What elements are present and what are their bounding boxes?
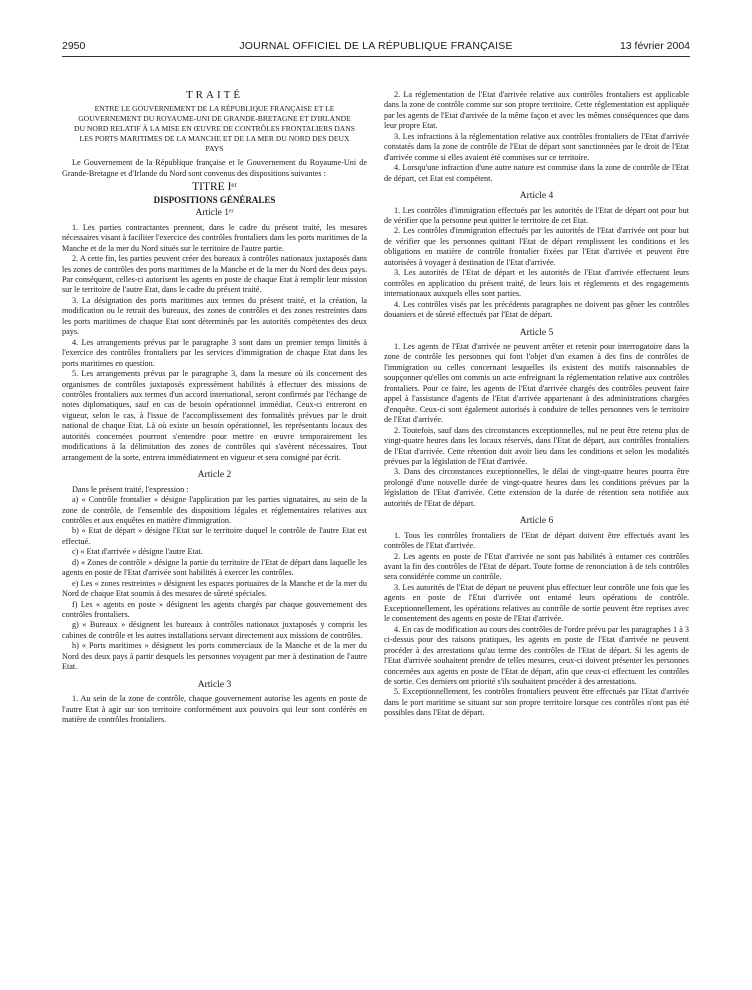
paragraph: 3. Les autorités de l'Etat de départ ne peuvent plus effectuer leur contrôle une fois que les agents en poste de l'Etat d'arrivée ont entamé leurs opérations de contrôle. Exceptionnellement, les opérations relatives au contrôle de sortie peuvent être reprises avec le consentement des agents en poste de l'Etat d'arrivée. [384, 582, 689, 624]
header-rule [62, 56, 690, 57]
definition: g) « Bureaux » désignent les bureaux à contrôles nationaux juxtaposés y compris les cabines de contrôle et les autres installations servant directement aux missions de contrôles. [62, 620, 367, 640]
paragraph: 4. Lorsqu'une infraction d'une autre nature est commise dans la zone de contrôle de l'Etat de départ, cet Etat est compétent. [384, 163, 689, 183]
dispositions-heading: DISPOSITIONS GÉNÉRALES [153, 194, 276, 205]
definition: a) « Contrôle frontalier » désigne l'application par les parties signataires, au sein de la zone de contrôle, de l'ensemble des dispositions légales et réglementaires relatives aux contrôles et aux enquêtes en matière d'immigration. [62, 495, 367, 525]
paragraph: 2. Les agents en poste de l'Etat d'arrivée ne sont pas habilités à entamer ces contrôles avant la fin des contrôles de l'Etat de départ. Toute forme de renonciation à de tels contrôles sera considérée comme un contrôle. [384, 551, 689, 582]
page-header [62, 40, 690, 56]
paragraph: 1. Au sein de la zone de contrôle, chaque gouvernement autorise les agents en poste de l'autre Etat à agir sur son territoire conformément aux pouvoirs qui leur sont conférés en matière de contrôles frontaliers. [62, 694, 367, 725]
article-2-heading: Article 2 [197, 470, 232, 481]
definition: d) « Zones de contrôle » désigne la partie du territoire de l'Etat de départ dans laquelle les agents en poste de l'Etat d'arrivée sont habilités à exercer les contrôles. [62, 557, 367, 578]
journal-title: JOURNAL OFFICIEL DE LA RÉPUBLIQUE FRANÇAISE [239, 40, 513, 52]
paragraph: 5. Les arrangements prévus par le paragraphe 3, dans la mesure où ils concernent des organismes de contrôles juxtaposés expressément habilités à effectuer des missions de contrôles frontaliers aux termes d'un accord international, seront confirmés par l'échange de notes diplomatiques, sauf en cas de besoin opérationnel immédiat. Ceux-ci entreront en vigueur, selon le cas, à l'issue de l'accomplissement des formalités prévues par le droit national de chaque Etat. Là où existe un besoin opérationnel, les représentants locaux des autorités concernées pourront s'entendre pour mettre en œuvre temporairement les modifications à la délimitation des zones de contrôles qui s'avèrent nécessaires. Tout arrangement de la sorte, entrera immédiatement en vigueur et sera consigné par écrit. [62, 369, 367, 462]
treaty-heading: TRAITÉ [185, 89, 244, 101]
definition: f) Les « agents en poste » désignent les agents chargés par chaque gouvernement des contrôles frontaliers. [62, 599, 367, 620]
paragraph: 1. Tous les contrôles frontaliers de l'Etat de départ doivent être effectués avant les contrôles de l'Etat d'arrivée. [384, 530, 689, 551]
paragraph: 4. Les contrôles visés par les précédents paragraphes ne doivent pas gêner les contrôles douaniers et de sûreté effectués par l'Etat de départ. [384, 299, 689, 320]
definition: e) Les « zones restreintes » désignent les espaces portuaires de la Manche et de la mer du Nord de chaque Etat soumis à des mesures de sûreté spéciales. [62, 578, 367, 599]
paragraph: 2. La réglementation de l'Etat d'arrivée relative aux contrôles frontaliers est applicable dans la zone de contrôle comme sur son propre territoire. Cette réglementation est appliquée par les agents de l'Etat d'arrivée de la même façon et avec les mêmes conséquences que dans leur propre Etat. [384, 90, 689, 131]
page-number: 2950 [62, 40, 86, 52]
paragraph: 3. Dans des circonstances exceptionnelles, le délai de vingt-quatre heures pourra être prolongé d'une nouvelle durée de vingt-quatre heures dans les conditions prévues par la législation de l'Etat d'arrivée. Cette extension de la durée de rétention sera notifiée aux autorités de l'Etat de départ. [384, 467, 689, 508]
paragraph: 1. Les agents de l'Etat d'arrivée ne peuvent arrêter et retenir pour interrogatoire dans la zone de contrôle les personnes qui font l'objet d'un examen à des fins de contrôles de l'immigration ou celles concernant lesquelles ils existent des motifs raisonnables de soupçonner qu'elles ont commis un acte enfreignant la réglementation relative aux contrôles frontaliers. Pour ce faire, les agents de l'Etat d'arrivée chargés des contrôles peuvent faire appel à l'assistance d'agents de l'Etat d'arrivée appartenant à des administrations chargées d'enquête. Ceux-ci sont également autorisés à conduire de telles personnes vers le territoire de l'Etat d'arrivée. [384, 341, 689, 425]
publication-date: 13 février 2004 [619, 40, 690, 52]
paragraph: 1. Les parties contractantes prennent, dans le cadre du présent traité, les mesures nécessaires visant à faciliter l'exercice des contrôles frontaliers dans les ports maritimes de la Manche et de la mer du Nord situés sur le territoire de l'autre partie. [62, 222, 367, 253]
paragraph: 2. Les contrôles d'immigration effectués par les autorités de l'Etat d'arrivée ont pour but de vérifier que les personnes quittant l'Etat de départ remplissent les conditions et les obligations en matière de contrôle frontalier fixées par l'Etat d'arrivée et peuvent être autorisées à voyager à destination de l'Etat d'arrivée. [384, 226, 689, 267]
paragraph: 4. Les arrangements prévus par le paragraphe 3 sont dans un premier temps limités à l'exercice des contrôles frontaliers par les services d'immigration de chaque Etat dans les ports maritimes en question. [62, 337, 367, 368]
paragraph: 4. En cas de modification au cours des contrôles de l'ordre prévu par les paragraphes 1 à 3 ci-dessus pour des raisons pratiques, les agents en poste de l'Etat d'arrivée ne peuvent procéder à des arrestations qu'au terme des contrôles de l'Etat de départ. Si les agents de l'Etat d'arrivée souhaitent prendre de telles mesures, ceux-ci doivent présenter les personnes concernées aux agents en poste de l'Etat de départ, afin que ceux-ci effectuent les contrôles de sortie. Ces derniers ont priorité s'ils souhaitent procéder à des arrestations. [384, 624, 689, 687]
article-3-heading: Article 3 [197, 679, 232, 690]
paragraph: 3. Les infractions à la réglementation relative aux contrôles frontaliers de l'Etat d'arrivée constatés dans la zone de contrôle de l'Etat de départ sont sanctionnées par le droit de l'Etat d'arrivée comme si elles avaient été commises sur ce territoire. [384, 131, 689, 162]
treaty-parties: ENTRE LE GOUVERNEMENT DE LA RÉPUBLIQUE FRANÇAISE ET LE GOUVERNEMENT DU ROYAUME-UNI DE GRANDE-BRETAGNE ET D'IRLANDE DU NORD RELATIF À LA MISE EN ŒUVRE DE CONTRÔLES FRONTALIERS DANS LES PORTS MARITIMES DE LA MANCHE ET DE LA MER DU NORD DES DEUX PAYS [73, 104, 355, 154]
article-1-heading: Article 1ᵉʳ [195, 208, 234, 219]
titre-heading: TITRE Iᵉʳ [192, 181, 237, 194]
paragraph: 3. La désignation des ports maritimes aux termes du présent traité, et la création, la modification ou le retrait des bureaux, des zones de contrôles et des zones restreintes dans les ports maritimes de chaque Etat sont déterminés par les autorités compétentes des deux pays. [62, 295, 367, 337]
paragraph: 2. Toutefois, sauf dans des circonstances exceptionnelles, nul ne peut être retenu plus de vingt-quatre heures dans les locaux réservés, dans l'Etat de départ, aux contrôles frontaliers de l'Etat d'arrivée. Cette rétention doit avoir lieu dans les conditions et selon les modalités prévues par la législation de l'Etat d'arrivée. [384, 425, 689, 466]
left-column [62, 90, 367, 726]
right-column [384, 90, 689, 719]
definition: b) « Etat de départ » désigne l'Etat sur le territoire duquel le contrôle de l'autre Etat est effectué. [62, 526, 367, 546]
paragraph: 1. Les contrôles d'immigration effectués par les autorités de l'Etat de départ ont pour but de vérifier que la personne peut quitter le territoire de cet Etat. [384, 205, 689, 225]
definition: c) « Etat d'arrivée » désigne l'autre Etat. [72, 547, 203, 557]
article-6-heading: Article 6 [519, 516, 554, 527]
paragraph: 3. Les autorités de l'Etat de départ et les autorités de l'Etat d'arrivée effectuent leurs contrôles en application du présent traité, de leurs lois et règlements et des engagements internationaux auxquels elles sont parties. [384, 268, 689, 299]
paragraph: Dans le présent traité, l'expression : [72, 484, 189, 494]
preamble: Le Gouvernement de la République française et le Gouvernement du Royaume-Uni de Grande-Bretagne et d'Irlande du Nord sont convenus des dispositions suivantes : [62, 158, 367, 178]
paragraph: 5. Exceptionnellement, les contrôles frontaliers peuvent être effectués par l'Etat d'arrivée dans le port maritime se situant sur son propre territoire lorsque ces contrôles n'ont pas été possibles dans l'Etat de départ. [384, 687, 689, 718]
definition: h) « Ports maritimes » désignent les ports commerciaux de la Manche et de la mer du Nord des deux pays à partir desquels les personnes voyagent par mer à destination de l'autre Etat. [62, 641, 367, 672]
paragraph: 2. A cette fin, les parties peuvent créer des bureaux à contrôles nationaux juxtaposés dans les zones de contrôles des ports maritimes de la Manche et de la mer du Nord des deux pays. Par conséquent, celles-ci autorisent les agents en poste de chaque Etat à remplir leur mission sur le territoire de l'autre Etat, dans le cadre du présent traité. [62, 254, 367, 295]
article-4-heading: Article 4 [519, 191, 554, 202]
article-5-heading: Article 5 [519, 327, 554, 338]
